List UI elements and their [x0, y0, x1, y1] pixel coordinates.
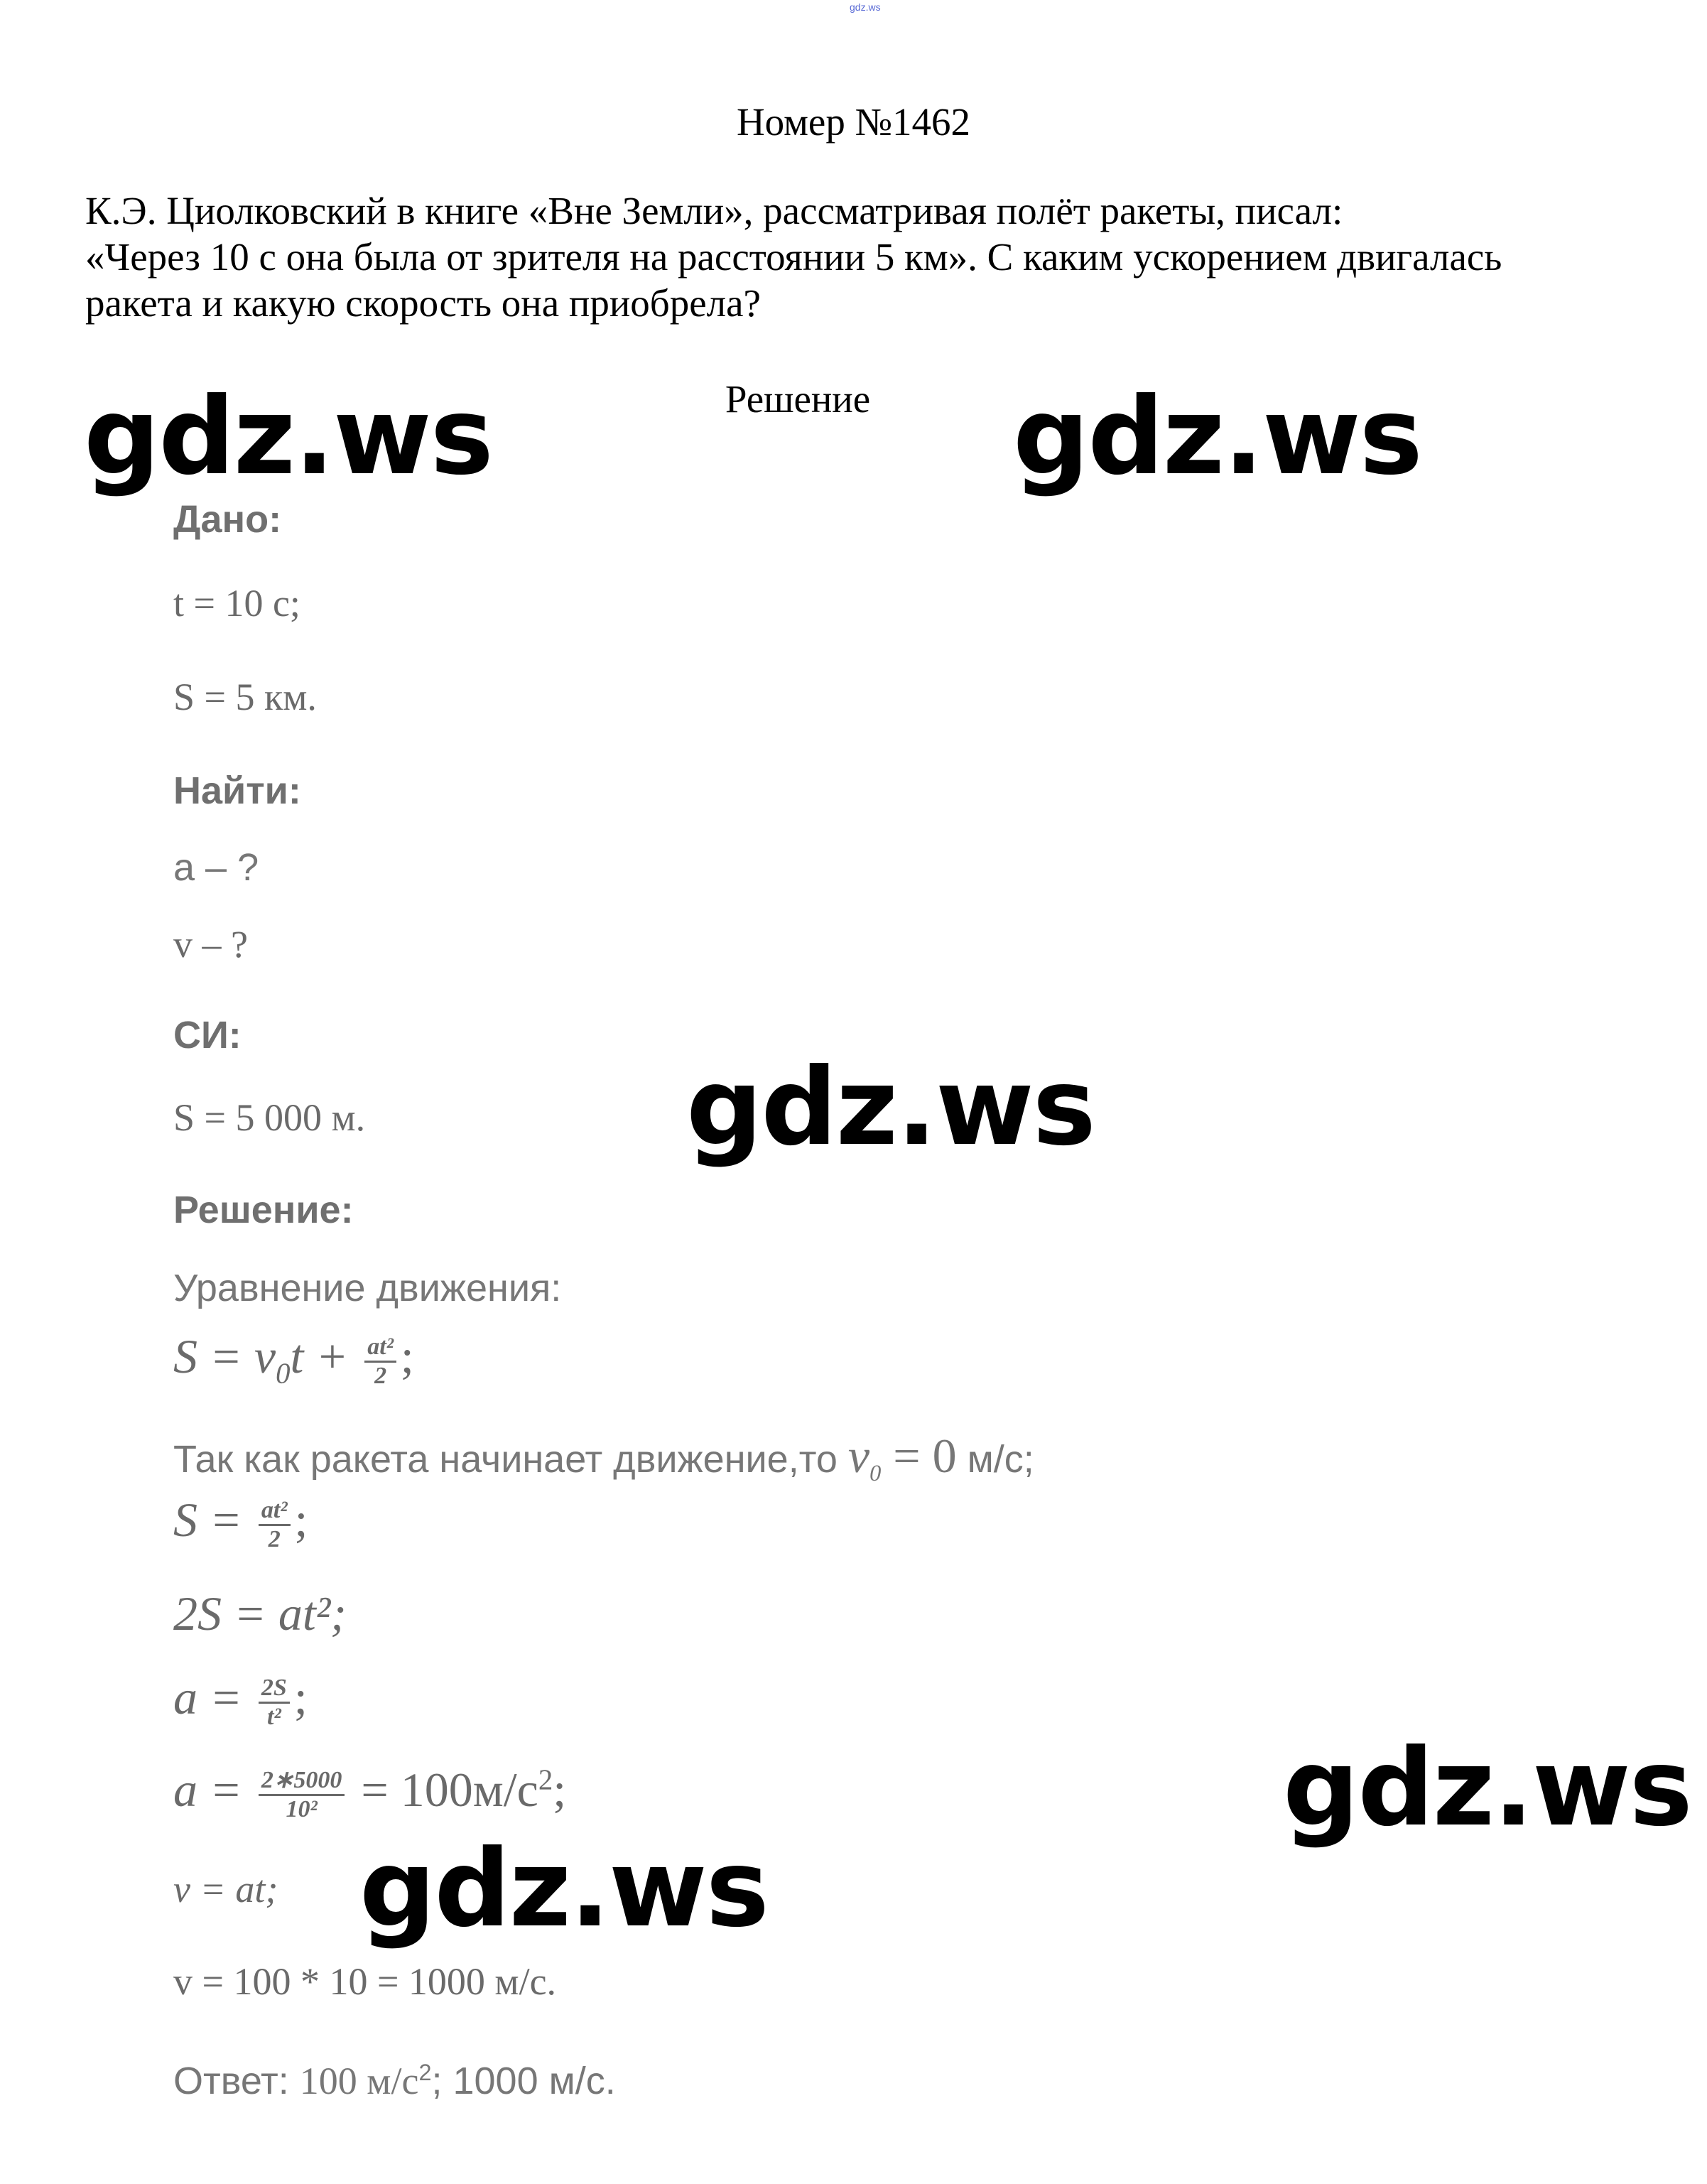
equation-acceleration-value: a = $\frac{2∗5000}{\text{10²}}$ = $100м/с^2$; [173, 1763, 567, 1822]
given-time: t = 10 c; [173, 582, 300, 625]
given-label: Дано: [173, 498, 282, 541]
equation-acceleration: a = $\frac{2S}{\text{t²}}$ ; [173, 1670, 308, 1730]
equation-motion: $S = v_0t$ + $\frac{\text{at²}}{2}$ ; [173, 1329, 414, 1390]
watermark: gdz.ws [359, 1827, 768, 1951]
find-acceleration: a – ? [173, 846, 259, 889]
si-distance: S = 5 000 м. [173, 1096, 366, 1139]
solution-label: Решение: [173, 1189, 354, 1231]
fraction: $\frac{\text{at²}}{2}$ [259, 1497, 291, 1553]
find-velocity: v – ? [173, 923, 248, 966]
task-text [85, 188, 1648, 326]
equation-velocity: v = at; [173, 1868, 278, 1910]
watermark: gdz.ws [686, 1046, 1095, 1169]
watermark: gdz.ws [1283, 1726, 1691, 1850]
equation-double-distance: 2S = at²; [173, 1586, 347, 1640]
equation-velocity-value: v = 100 * 10 = 1000 м/с. [173, 1960, 557, 2003]
find-label: Найти: [173, 769, 301, 812]
solution-heading: Решение [725, 377, 871, 421]
fraction: $\frac{2∗5000}{\text{10²}}$ [259, 1767, 345, 1823]
fraction: $\frac{\text{at²}}{2}$ [364, 1334, 396, 1390]
task-line-2: «Через 10 с она была от зрителя на расстоянии 5 км». С каким ускорением двигалась [85, 235, 1502, 279]
answer: Ответ: 100 $м/с^2$; 1000 м/с. [173, 2060, 616, 2102]
fraction: $\frac{2S}{\text{t²}}$ [259, 1675, 290, 1731]
task-line-3: ракета и какую скорость она приобрела? [85, 281, 761, 325]
watermark: gdz.ws [1013, 375, 1421, 499]
si-label: СИ: [173, 1014, 242, 1056]
given-distance: S = 5 км. [173, 676, 317, 718]
header-watermark: gdz.ws [850, 1, 881, 13]
task-line-1: К.Э. Циолковский в книге «Вне Земли», рассматривая полёт ракеты, писал: [85, 189, 1343, 232]
equation-distance: S = $\frac{\text{at²}}{2}$ ; [173, 1493, 308, 1552]
page-title: Номер №1462 [736, 100, 971, 144]
watermark: gdz.ws [84, 375, 492, 499]
initial-velocity-line: Так как ракета начинает движение,то $v_0 = 0$ м/с; [173, 1429, 1034, 1486]
equation-label: Уравнение движения: [173, 1267, 562, 1309]
